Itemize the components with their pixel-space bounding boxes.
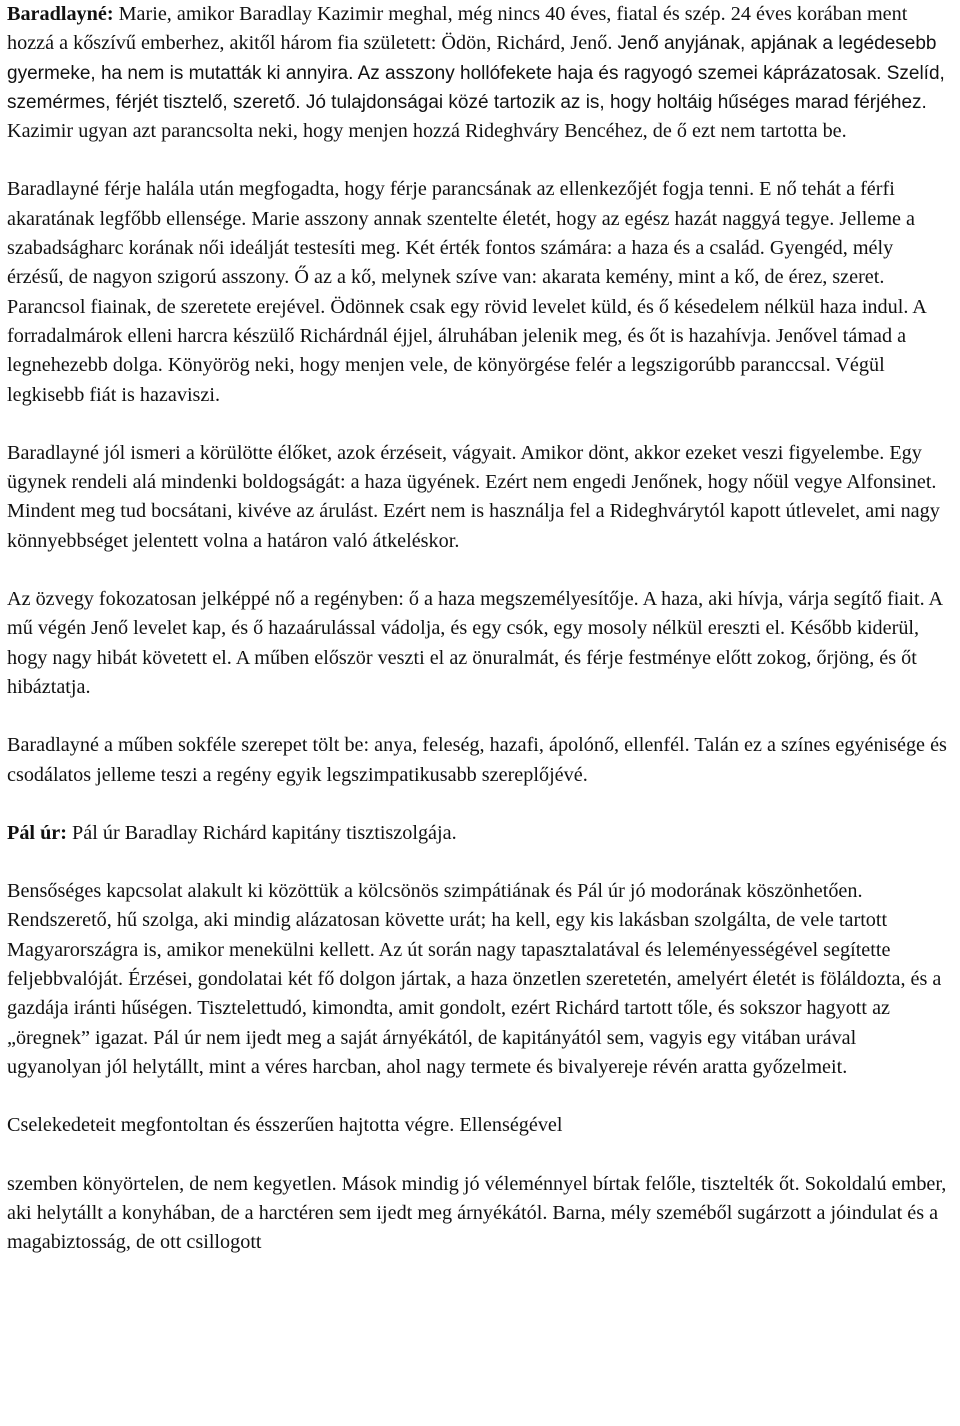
intro-text-part-2: Jenő anyjának, apjának a legédesebb gyermeke, ha nem is mutatták ki annyira. Az asszony hollófekete haja és ragyogó szemei káprázatosak. Szelíd, szemérmes, férjét tisztelő, szerető. Jó tulajdonságai közé tartozik az is, hogy holtáig hűséges marad férjéhez. <box>7 33 945 113</box>
paragraph-baradlayne-intro <box>7 0 953 146</box>
document-page <box>7 0 953 1257</box>
intro-text-part-3: Kazimir ugyan azt parancsolta neki, hogy menjen hozzá Rideghváry Bencéhez, de ő ezt nem tartotta be. <box>7 120 847 143</box>
paragraph-baradlayne-vow: Baradlayné férje halála után megfogadta, hogy férje parancsának az ellenkezőjét fogja tenni. E nő tehát a férfi akaratának legfőbb ellensége. Marie asszony annak szentelte életét, hogy az egész hazát naggyá tegye. Jelleme a szabadságharc korának női ideálját testesíti meg. Két érték fontos számára: a haza és a család. Gyengéd, mély érzésű, de nagyon szigorú asszony. Ő az a kő, melynek szíve van: akarata kemény, mint a kő, de érez, szeret. Parancsol fiainak, de szeretete erejével. Ödönnek csak egy rövid levelet küld, és ő késedelem nélkül haza indul. A forradalmárok elleni harcra készülő Richárdnál éjjel, álruhában jelenik meg, és őt is hazahívja. Jenővel támad a legnehezebb dolga. Könyörög neki, hogy menjen vele, de könyörgése felér a legszigorúbb paranccsal. Végül legkisebb fiát is hazaviszi. <box>7 178 926 406</box>
paragraph-baradlayne-roles: Baradlayné a műben sokféle szerepet tölt be: anya, feleség, hazafi, ápolónő, ellenfél. Talán ez a színes egyénisége és csodálatos jelleme teszi a regény egyik legszimpatikusabb szereplőjévé. <box>7 734 947 786</box>
pal-ur-intro-text: Pál úr Baradlay Richárd kapitány tisztiszolgája. <box>67 821 457 844</box>
character-name-pal-ur: Pál úr: <box>7 821 67 844</box>
paragraph-baradlayne-knows-people: Baradlayné jól ismeri a körülötte élőket, azok érzéseit, vágyait. Amikor dönt, akkor ezeket veszi figyelembe. Egy ügynek rendeli alá mindenki boldogságát: a haza ügyének. Ezért nem engedi Jenőnek, hogy nőül vegye Alfonsinet. Mindent meg tud bocsátani, kivéve az árulást. Ezért nem is használja fel a Rideghvárytól kapott útlevelet, ami nagy könnyebbséget jelentett volna a határon való átkeléskor. <box>7 441 940 552</box>
paragraph-widow-symbol: Az özvegy fokozatosan jelképpé nő a regényben: ő a haza megszemélyesítője. A haza, aki hívja, várja segítő fiait. A mű végén Jenő levelet kap, és ő hazaárulással vádolja, és egy csók, egy mosoly nélkül ereszti el. Később kiderül, hogy nagy hibát követett el. A műben először veszti el az önuralmát, és férje festménye előtt zokog, őrjöng, és őt hibáztatja. <box>7 588 943 698</box>
paragraph-pal-ur-character: szemben könyörtelen, de nem kegyetlen. Mások mindig jó véleménnyel bírtak felőle, tisztelték őt. Sokoldalú ember, aki helytállt a konyhában, de a harctéren sem ijedt meg árnyékától. Barna, mély szeméből sugárzott a jóindulat és a magabiztosság, de ott csillogott <box>7 1172 947 1254</box>
intro-text-part-1: Marie, amikor Baradlay Kazimir meghal, még nincs 40 éves, fiatal és szép. 24 éves korában ment hozzá a kőszívű emberhez, akitől három fia született: Ödön, Richárd, Jenő. <box>7 3 908 55</box>
paragraph-pal-ur-relationship: Bensőséges kapcsolat alakult ki közöttük a kölcsönös szimpátiának és Pál úr jó modorának köszönhetően. Rendszerető, hű szolga, aki mindig alázatosan követte urát; ha kell, egy kis lakásban szolgálta, de vele tartott Magyarországra is, amikor menekülni kellett. Az út során nagy tapasztalatával és leleményességével segítette feljebbvalóját. Érzései, gondolatai két fő dolgon jártak, a haza önzetlen szeretetén, amelyért életét is föláldozta, és a gazdája iránti hűségen. Tisztelettudó, kimondta, amit gondolt, ezért Richárd tartott tőle, és sokszor hagyott az „öregnek” igazat. Pál úr nem ijedt meg a saját árnyékától, de kapitányától sem, vagyis egy vitában urával ugyanolyan jól helytállt, mint a véres harcban, ahol nagy termete és bivalyereje révén aratta győzelmeit. <box>7 880 942 1078</box>
paragraph-pal-ur-intro <box>7 819 953 848</box>
character-name-baradlayne: Baradlayné: <box>7 3 114 25</box>
paragraph-pal-ur-deeds: Cselekedeteit megfontoltan és ésszerűen hajtotta végre. Ellenségével <box>7 1114 563 1137</box>
